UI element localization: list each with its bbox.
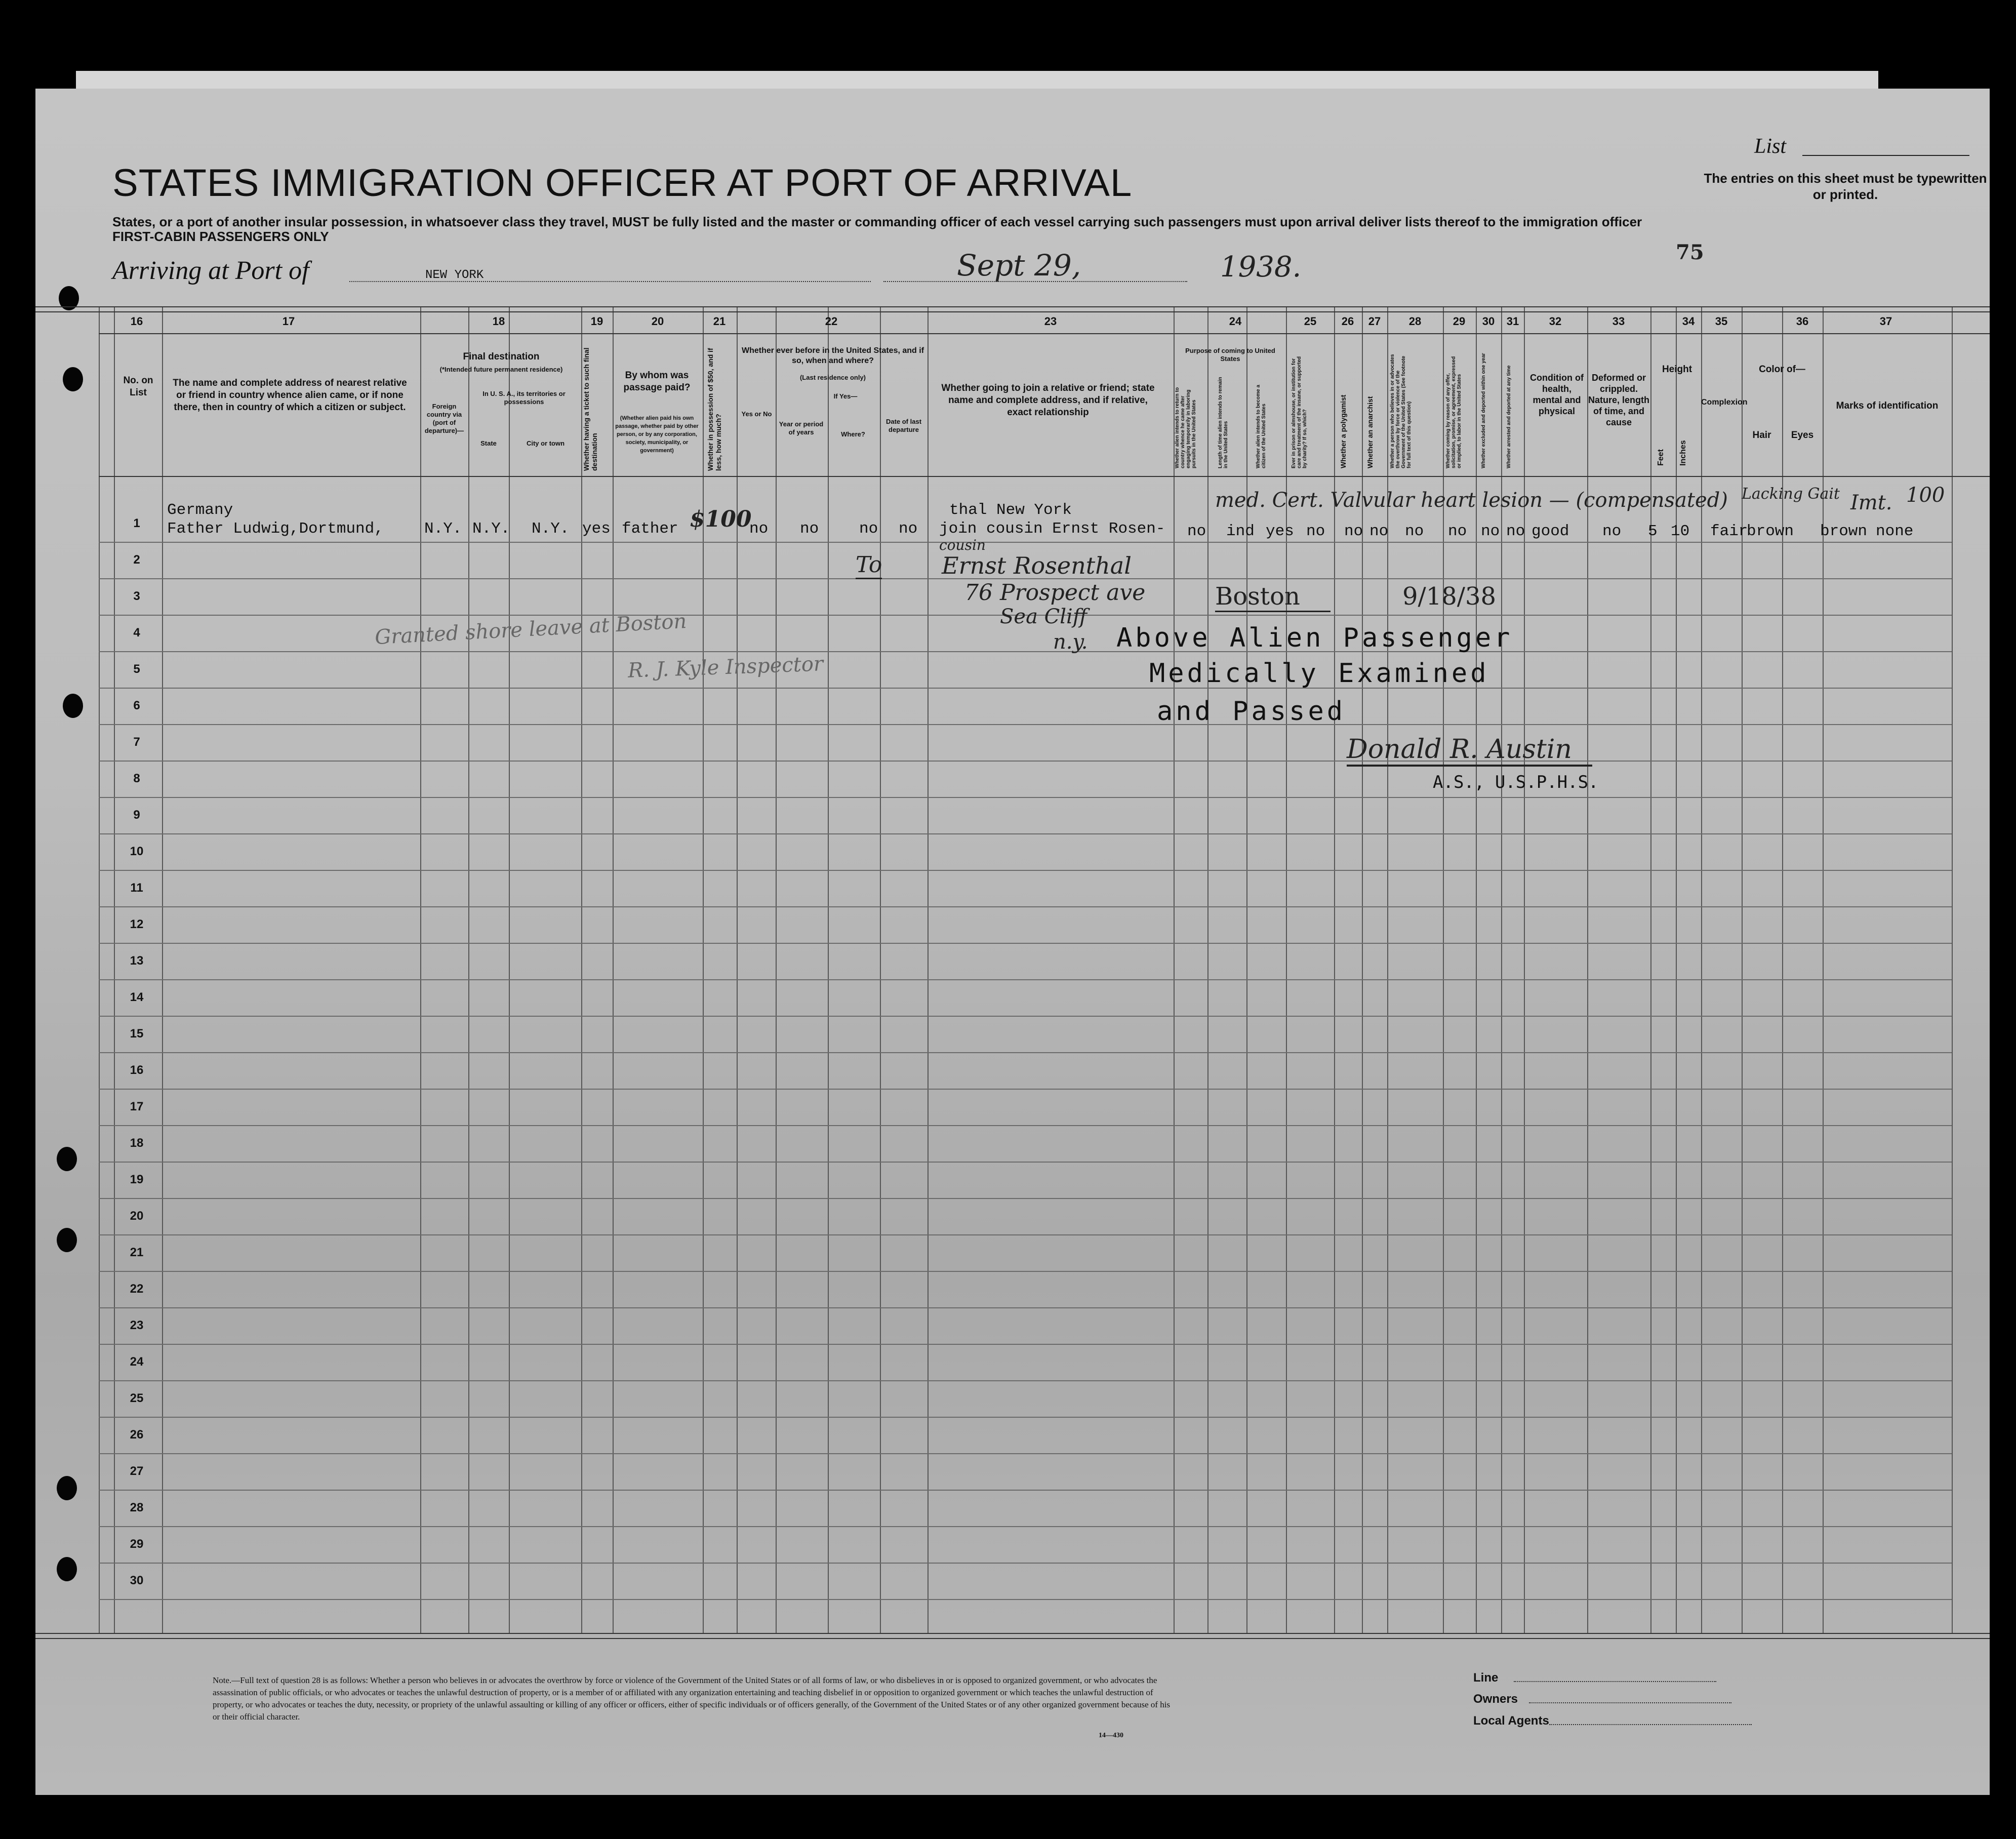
column-number: 31 [1506, 315, 1519, 328]
column-number: 33 [1612, 315, 1625, 328]
form-title: STATES IMMIGRATION OFFICER AT PORT OF ARRIVAL [112, 162, 1133, 205]
row-rule [99, 1526, 1952, 1527]
column-divider [828, 306, 829, 1633]
header-deformed: Deformed or crippled. Nature, length of time, and cause [1588, 373, 1649, 427]
row-rule [99, 651, 1952, 652]
row-number: 30 [130, 1574, 144, 1587]
row-rule [99, 1453, 1952, 1454]
row-number: 5 [133, 662, 140, 676]
address-city: Sea Cliff [1000, 605, 1087, 628]
medical-cert-annotation: med. Cert. Valvular heart lesion — (compensated) [1215, 489, 1728, 512]
header-paid-by: By whom was passage paid? [623, 370, 691, 393]
column-number: 22 [825, 315, 838, 328]
sheet-number: 75 [1676, 241, 1704, 264]
before-where: no [859, 520, 878, 538]
first-cabin-label: FIRST-CABIN PASSENGERS ONLY [112, 229, 329, 244]
column-divider [99, 306, 100, 1633]
address-state: n.y. [1053, 630, 1088, 654]
join-line2: join cousin Ernst Rosen- [939, 520, 1165, 538]
dest-state: N.Y. [472, 520, 510, 538]
row-rule [99, 943, 1952, 944]
header-length-stay: Length of time alien intends to remain in the United States [1218, 377, 1229, 468]
dest-city: N.Y. [532, 520, 570, 538]
row-number: 8 [133, 772, 140, 785]
column-number: 23 [1044, 315, 1057, 328]
form-number: 14—430 [1099, 1732, 1123, 1739]
q28-value: no [1405, 523, 1424, 540]
foreign-via: N.Y. [424, 520, 462, 538]
inches-value: 10 [1671, 523, 1690, 540]
line-label: Line [1473, 1671, 1499, 1685]
row-rule [99, 1016, 1952, 1017]
stamp-line-3: and Passed [1157, 696, 1346, 727]
row-number: 14 [130, 990, 144, 1004]
binder-hole [57, 1476, 77, 1500]
column-divider [880, 306, 881, 1633]
header-feet: Feet [1657, 449, 1665, 466]
row-rule [99, 870, 1952, 871]
marks-annotation-2: Imt. [1850, 491, 1892, 514]
row-number: 3 [133, 589, 140, 603]
row-number: 27 [130, 1464, 144, 1478]
inspector-annotation: R. J. Kyle Inspector [627, 652, 824, 683]
q29-value: no [1448, 523, 1467, 540]
header-yes-no: Yes or No [741, 410, 772, 418]
row-rule [99, 1599, 1952, 1600]
row-number: 7 [133, 735, 140, 749]
row-rule [99, 1125, 1952, 1126]
column-number: 34 [1682, 315, 1695, 328]
row-number: 22 [130, 1282, 144, 1296]
row-rule [99, 1563, 1952, 1564]
polygamist-value: no [1344, 523, 1363, 540]
row-rule [99, 1380, 1952, 1381]
stamp-line-1: Above Alien Passenger [1116, 623, 1513, 653]
header-final-destination-note: (*Intended future permanent residence) [439, 366, 563, 373]
header-citizen-intent: Whether alien intends to become a citizen of the United States [1256, 384, 1267, 468]
row-rule [99, 688, 1952, 689]
owners-field [1529, 1702, 1731, 1703]
complexion-value: fair [1710, 523, 1748, 540]
port-value: NEW YORK [425, 268, 484, 282]
row-number: 18 [130, 1136, 144, 1150]
column-divider [1823, 306, 1824, 1633]
header-anarchist: Whether an anarchist [1366, 396, 1374, 468]
q30-value: no [1481, 523, 1500, 540]
manifest-sheet [35, 89, 1990, 1795]
row-number: 20 [130, 1209, 144, 1223]
row-rule [99, 1052, 1952, 1053]
header-q29: Whether coming by reason of any offer, solicitation, promise, or agreement, expressed or implied, to labor in the United States [1445, 356, 1462, 468]
row-number: 19 [130, 1173, 144, 1186]
ticket-value: yes [582, 520, 611, 538]
signature: Donald R. Austin [1347, 734, 1592, 767]
header-inches: Inches [1679, 440, 1687, 466]
column-divider [509, 306, 510, 1633]
row-number: 16 [130, 1063, 144, 1077]
address-name: Ernst Rosenthal [942, 552, 1132, 579]
header-return-intent: Whether alien intends to return to country whence he came after engaging temporarily in laboring pursuits in the United States [1175, 387, 1197, 468]
header-height: Height [1662, 364, 1692, 375]
address-to: To [856, 552, 882, 579]
row-rule [99, 761, 1952, 762]
line-field [1514, 1681, 1716, 1682]
arriving-label: Arriving at Port of [112, 256, 309, 285]
shore-leave-annotation: Granted shore leave at Boston [374, 609, 688, 650]
before-date: no [899, 520, 918, 538]
return-intent: no [1187, 523, 1206, 540]
boston-annotation: Boston [1215, 582, 1330, 612]
header-foreign-via: Foreign country via (port of departure)— [424, 403, 464, 434]
prison-value: no [1306, 523, 1325, 540]
header-final-destination: Final destination [463, 351, 540, 362]
header-prison: Ever in prison or almshouse, or institution for care and treatment of the insane, or supported by charity? If so, which? [1291, 356, 1308, 468]
header-ticket: Whether having a ticket to such final destination [582, 347, 598, 471]
header-q31: Whether arrested and deported at any time [1506, 365, 1512, 468]
binder-hole [63, 694, 83, 718]
header-before-note: (Last residence only) [799, 374, 866, 381]
column-number: 36 [1796, 315, 1809, 328]
row-number: 26 [130, 1428, 144, 1442]
header-eyes: Eyes [1791, 430, 1814, 441]
column-number: 28 [1408, 315, 1422, 328]
citizen-intent: yes [1266, 523, 1294, 540]
header-usa: In U. S. A., its territories or possessions [482, 390, 566, 406]
hair-value: brown [1747, 523, 1794, 540]
arrival-date: Sept 29, [957, 248, 1081, 283]
header-color: Color of— [1759, 364, 1805, 375]
table-rule [35, 311, 1990, 312]
header-purpose: Purpose of coming to United States [1185, 347, 1275, 363]
column-number: 18 [492, 315, 505, 328]
column-divider [1174, 306, 1175, 1633]
column-divider [420, 306, 421, 1633]
row-rule [99, 724, 1952, 725]
header-money: Whether in possession of $50, and if less, how much? [706, 348, 722, 471]
eyes-value: brown [1820, 523, 1868, 540]
header-join-relative: Whether going to join a relative or friend; state name and complete address, and if relative, exact relationship [941, 383, 1155, 418]
marks-value: none [1876, 523, 1914, 540]
column-divider [581, 306, 582, 1633]
row-rule [99, 979, 1952, 980]
list-line [1802, 155, 1969, 156]
boston-date: 9/18/38 [1402, 582, 1497, 611]
form-subtitle: States, or a port of another insular possession, in whatsoever class they travel, MUST be fully listed and the master or commanding officer of each vessel carrying such passengers must upon arrival deliver lists thereof to the immigration officer [112, 214, 1642, 229]
column-number: 27 [1368, 315, 1381, 328]
row-rule [99, 1198, 1952, 1199]
row-number: 25 [130, 1391, 144, 1405]
header-hair: Hair [1752, 430, 1771, 441]
row-number: 10 [130, 845, 144, 858]
column-number: 19 [590, 315, 603, 328]
column-number: 17 [282, 315, 295, 328]
row-number: 28 [130, 1501, 144, 1514]
header-q28: Whether a person who believes in or advocates the overthrow by force or violence of the Government of the United States (See footnote for full text of this question) [1390, 354, 1412, 468]
marks-number: 100 [1906, 484, 1945, 507]
header-health: Condition of health, mental and physical [1530, 373, 1584, 416]
row-number: 12 [130, 917, 144, 931]
table-rule [99, 476, 1990, 477]
row-rule [99, 1089, 1952, 1090]
column-divider [162, 306, 163, 1633]
entries-note: The entries on this sheet must be typewritten or printed. [1704, 171, 1987, 202]
row-rule [99, 1417, 1952, 1418]
column-divider [737, 306, 738, 1633]
binder-hole [57, 1557, 77, 1581]
column-number: 25 [1304, 315, 1317, 328]
column-number: 20 [651, 315, 664, 328]
header-complexion: Complexion [1701, 398, 1748, 407]
row-number: 9 [133, 808, 140, 822]
length-stay: ind [1226, 523, 1255, 540]
header-polygamist: Whether a polygamist [1339, 394, 1347, 468]
binder-hole [57, 1147, 77, 1171]
column-divider [1952, 306, 1953, 1633]
column-number: 21 [713, 315, 726, 328]
column-divider [114, 306, 115, 1633]
before-year: no [800, 520, 819, 538]
stamp-line-2: Medically Examined [1149, 658, 1489, 689]
row-rule [99, 797, 1952, 798]
row-number: 11 [130, 881, 143, 895]
row-number: 4 [133, 626, 140, 639]
row-number: 15 [130, 1027, 144, 1041]
column-divider [1742, 306, 1743, 1633]
column-divider [703, 306, 704, 1633]
row-number: 29 [130, 1537, 144, 1551]
binder-hole [57, 1228, 77, 1252]
agents-label: Local Agents [1473, 1714, 1549, 1728]
column-number: 24 [1229, 315, 1242, 328]
row-rule [99, 833, 1952, 834]
table-rule [35, 1638, 1990, 1639]
row-rule [99, 1307, 1952, 1308]
footnote-q28: Note.—Full text of question 28 is as follows: Whether a person who believes in or advocates the overthrow by force or violence of the Government of the United States or of all forms of law, or who disbelieves in or is opposed to organized government, or who advocates the assassination of public officials, or who advocates or teaches the unlawful destruction of property, or is a member of or affiliated with any organization entertaining and teaching disbelief in or opposition to organized government or which teaches the unlawful destruction of property, or who advocates or teaches the duty, necessity, or propriety of the unlawful assaulting or killing of any officer or officers, either of specific individuals or of officers generally, of the Government of the United States or of any other organized government because of his or their official character. [213, 1675, 1171, 1722]
row-rule [99, 1162, 1952, 1163]
header-marks: Marks of identification [1836, 401, 1939, 411]
binder-hole [63, 367, 83, 391]
marks-annotation: Lacking Gait [1742, 485, 1840, 503]
header-before-in-us: Whether ever before in the United States, and if so, when and where? [741, 346, 924, 365]
row-rule [99, 1234, 1952, 1235]
header-q30: Whether excluded and deported within one year [1481, 353, 1486, 468]
signature-title: A.S., U.S.P.H.S. [1433, 772, 1599, 792]
column-number: 29 [1453, 315, 1466, 328]
row-number: 2 [133, 553, 140, 567]
row-rule [99, 542, 1952, 543]
row-rule [99, 1490, 1952, 1491]
relative-name: Father Ludwig,Dortmund, [167, 520, 384, 538]
header-city: City or town [526, 439, 565, 447]
anarchist-value: no [1369, 523, 1389, 540]
health-value: good [1531, 523, 1569, 540]
header-date-departure: Date of last departure [885, 418, 922, 433]
before-yes-no: no [749, 520, 769, 538]
arrival-year: 1938. [1220, 251, 1302, 284]
row-number: 24 [130, 1355, 144, 1369]
column-number: 30 [1482, 315, 1495, 328]
row-number: 23 [130, 1318, 144, 1332]
row-number: 1 [133, 516, 140, 530]
column-number: 35 [1715, 315, 1728, 328]
header-relative: The name and complete address of nearest relative or friend in country whence alien came, or if none there, then in country of which a citizen or subject. [173, 378, 407, 413]
row-rule [99, 1344, 1952, 1345]
column-number: 32 [1549, 315, 1562, 328]
relative-country: Germany [167, 501, 233, 519]
column-divider [468, 306, 469, 1633]
q31-value: no [1506, 523, 1525, 540]
row-number: 6 [133, 699, 140, 712]
header-where: Where? [841, 430, 865, 438]
column-divider [1207, 306, 1208, 1633]
address-cousin: cousin [939, 537, 986, 553]
table-rule [35, 306, 1990, 307]
address-street: 76 Prospect ave [964, 580, 1146, 606]
table-rule [99, 333, 1990, 334]
join-line1: thal New York [949, 501, 1072, 519]
row-number: 17 [130, 1100, 144, 1113]
column-number: 26 [1341, 315, 1354, 328]
header-if-yes: If Yes— [833, 392, 858, 400]
row-number: 21 [130, 1246, 144, 1259]
owners-label: Owners [1473, 1692, 1518, 1706]
paid-by-value: father [622, 520, 678, 538]
column-divider [1782, 306, 1783, 1633]
column-divider [613, 306, 614, 1633]
money-value: $100 [690, 506, 752, 532]
list-label: List [1754, 135, 1787, 158]
column-number: 16 [130, 315, 143, 328]
header-state: State [480, 439, 497, 447]
agents-field [1549, 1724, 1752, 1725]
header-no-on-list: No. on List [123, 375, 153, 398]
header-year: Year or period of years [779, 420, 824, 436]
column-divider [776, 306, 777, 1633]
table-rule [35, 1633, 1990, 1634]
column-divider [928, 306, 929, 1633]
column-number: 37 [1879, 315, 1892, 328]
header-paid-by-note: (Whether alien paid his own passage, whether paid by other person, or by any corporation, society, municipality, or government) [615, 415, 699, 454]
row-rule [99, 1271, 1952, 1272]
feet-value: 5 [1648, 523, 1658, 540]
deformed-value: no [1602, 523, 1622, 540]
row-rule [99, 906, 1952, 907]
row-number: 13 [130, 954, 144, 968]
